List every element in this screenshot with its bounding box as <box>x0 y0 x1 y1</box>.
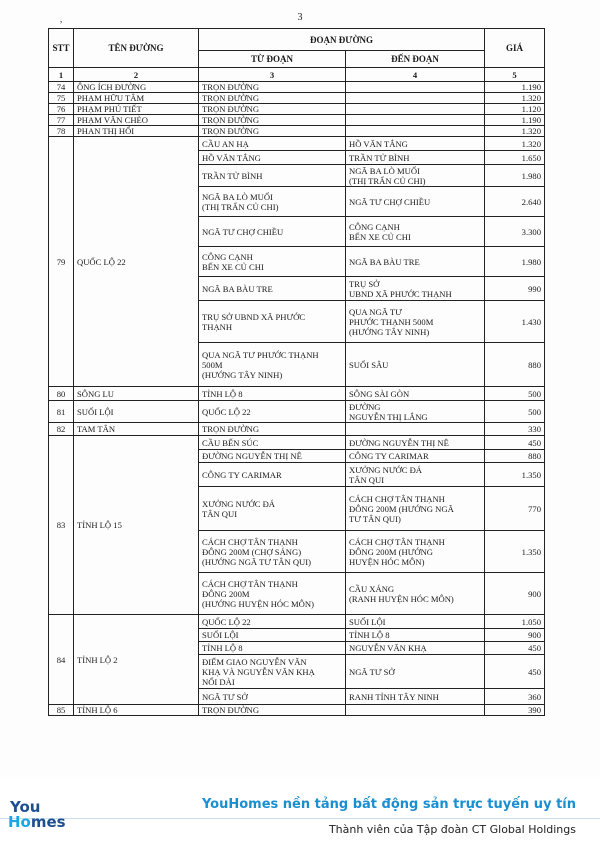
page-number: 3 <box>297 12 303 23</box>
cell-to <box>346 82 485 93</box>
cell-to: CÔNG CẠNH BẾN XE CỦ CHI <box>346 217 485 247</box>
cell-stt: 83 <box>49 436 74 615</box>
cell-to: NGÃ BA BÀU TRE <box>346 247 485 277</box>
cell-to: NGÃ BA LÒ MUỐI (THỊ TRẤN CỦ CHI) <box>346 165 485 187</box>
cell-stt: 76 <box>49 104 74 115</box>
cell-from: TRỌN ĐƯỜNG <box>199 104 346 115</box>
table-row <box>49 126 545 137</box>
header-ten-duong: TÊN ĐƯỜNG <box>74 29 199 68</box>
header-stt: STT <box>49 29 74 68</box>
cell-stt: 81 <box>49 401 74 423</box>
cell-price: 1.190 <box>485 82 545 93</box>
cell-to <box>346 126 485 137</box>
header-tu-doan: TỪ ĐOẠN <box>199 51 346 68</box>
cell-stt: 82 <box>49 423 74 436</box>
cell-street-name: PHẠM VĂN CHÈO <box>74 115 199 126</box>
cell-to <box>346 104 485 115</box>
cell-from: HỒ VĂN TẮNG <box>199 151 346 165</box>
header-gia: GIÁ <box>485 29 545 68</box>
table-row <box>49 436 545 450</box>
cell-to: ĐƯỜNG NGUYỄN THỊ LẮNG <box>346 401 485 423</box>
cell-price: 900 <box>485 573 545 615</box>
cell-stt: 74 <box>49 82 74 93</box>
margin-mark: , <box>60 14 63 24</box>
col-number: 4 <box>346 68 485 82</box>
cell-price: 390 <box>485 705 545 716</box>
cell-price: 330 <box>485 423 545 436</box>
cell-price: 880 <box>485 343 545 387</box>
cell-price: 990 <box>485 277 545 301</box>
cell-price: 900 <box>485 629 545 642</box>
cell-price: 1.190 <box>485 115 545 126</box>
table-row <box>49 423 545 436</box>
cell-price: 1.350 <box>485 463 545 487</box>
cell-from: TỈNH LỘ 8 <box>199 387 346 401</box>
table-body <box>49 82 545 716</box>
cell-to <box>346 423 485 436</box>
cell-from: TRỌN ĐƯỜNG <box>199 126 346 137</box>
logo-homes-a: Ho <box>8 813 31 831</box>
cell-from: NGÃ TƯ CHỢ CHIỀU <box>199 217 346 247</box>
cell-from: ĐIỂM GIAO NGUYỄN VĂN KHẠ VÀ NGUYỄN VĂN KHẠ NỐI DÀI <box>199 655 346 689</box>
cell-price: 1.320 <box>485 126 545 137</box>
cell-from: TRỤ SỞ UBND XÃ PHƯỚC THẠNH <box>199 301 346 343</box>
cell-stt: 79 <box>49 137 74 387</box>
cell-price: 1.980 <box>485 247 545 277</box>
cell-stt: 75 <box>49 93 74 104</box>
cell-stt: 78 <box>49 126 74 137</box>
cell-from: QUA NGÃ TƯ PHƯỚC THẠNH 500M (HƯỚNG TÂY NINH) <box>199 343 346 387</box>
cell-price: 1.980 <box>485 165 545 187</box>
cell-to: HỒ VĂN TẮNG <box>346 137 485 151</box>
cell-price: 2.640 <box>485 187 545 217</box>
cell-street-name: TỈNH LỘ 2 <box>74 615 199 705</box>
cell-street-name: SÔNG LU <box>74 387 199 401</box>
cell-price: 450 <box>485 655 545 689</box>
cell-price: 1.320 <box>485 93 545 104</box>
cell-stt: 80 <box>49 387 74 401</box>
cell-to: XƯỞNG NƯỚC ĐÁ TÂN QUI <box>346 463 485 487</box>
cell-from: CÔNG CẠNH BẾN XE CỦ CHI <box>199 247 346 277</box>
cell-from: XƯỞNG NƯỚC ĐÁ TÂN QUI <box>199 487 346 531</box>
footer-tagline: YouHomes nền tảng bất động sản trực tuyến uy tín <box>201 797 576 812</box>
cell-from: ĐƯỜNG NGUYỄN THỊ NÊ <box>199 450 346 463</box>
cell-to: CÁCH CHỢ TÂN THẠNH ĐÔNG 200M (HƯỚNG HUYỆN HÓC MÔN) <box>346 531 485 573</box>
footer-divider <box>0 818 600 819</box>
cell-from: CÔNG TY CARIMAR <box>199 463 346 487</box>
cell-from: TRỌN ĐƯỜNG <box>199 423 346 436</box>
table-row <box>49 137 545 151</box>
cell-price: 3.300 <box>485 217 545 247</box>
footer-subtitle: Thành viên của Tập đoàn CT Global Holdings <box>328 823 576 836</box>
cell-price: 880 <box>485 450 545 463</box>
cell-to: SUỐI LỘI <box>346 615 485 629</box>
cell-to: NGÃ TƯ CHỢ CHIỀU <box>346 187 485 217</box>
cell-from: CÁCH CHỢ TÂN THẠNH ĐÔNG 200M (CHỢ SÁNG) (HƯỚNG NGÃ TƯ TÂN QUI) <box>199 531 346 573</box>
cell-from: CẦU AN HẠ <box>199 137 346 151</box>
cell-price: 360 <box>485 689 545 705</box>
cell-street-name: PHẠM HỮU TÂM <box>74 93 199 104</box>
cell-from: TỈNH LỘ 8 <box>199 642 346 655</box>
col-number: 5 <box>485 68 545 82</box>
cell-stt: 77 <box>49 115 74 126</box>
table-row <box>49 615 545 629</box>
col-number: 3 <box>199 68 346 82</box>
cell-to <box>346 93 485 104</box>
cell-to: RANH TỈNH TÂY NINH <box>346 689 485 705</box>
cell-price: 500 <box>485 387 545 401</box>
cell-from: TRẦN TỬ BÌNH <box>199 165 346 187</box>
cell-from: CÁCH CHỢ TÂN THẠNH ĐÔNG 200M (HƯỚNG HUYỆN HÓC MÔN) <box>199 573 346 615</box>
cell-to: CẦU XÁNG (RANH HUYỆN HÓC MÔN) <box>346 573 485 615</box>
table-row <box>49 387 545 401</box>
table-row <box>49 93 545 104</box>
table-row <box>49 705 545 716</box>
cell-from: NGÃ BA LÒ MUỐI (THỊ TRẤN CỦ CHI) <box>199 187 346 217</box>
cell-from: NGÃ TƯ SỞ <box>199 689 346 705</box>
cell-price: 1.320 <box>485 137 545 151</box>
cell-to: NGUYỄN VĂN KHẠ <box>346 642 485 655</box>
cell-to: CÁCH CHỢ TÂN THẠNH ĐÔNG 200M (HƯỚNG NGÃ TƯ TÂN QUI) <box>346 487 485 531</box>
col-number: 2 <box>74 68 199 82</box>
cell-from: SUỐI LỘI <box>199 629 346 642</box>
cell-street-name: PHẠM PHÚ TIẾT <box>74 104 199 115</box>
cell-from: TRỌN ĐƯỜNG <box>199 705 346 716</box>
cell-from: TRỌN ĐƯỜNG <box>199 93 346 104</box>
cell-to: QUA NGÃ TƯ PHƯỚC THẠNH 500M (HƯỚNG TÂY NINH) <box>346 301 485 343</box>
header-doan-duong: ĐOẠN ĐƯỜNG <box>199 29 485 51</box>
logo-homes <box>8 813 66 831</box>
cell-street-name: PHAN THỊ HỐI <box>74 126 199 137</box>
cell-price: 1.120 <box>485 104 545 115</box>
cell-from: TRỌN ĐƯỜNG <box>199 82 346 93</box>
cell-stt: 84 <box>49 615 74 705</box>
cell-to: SUỐI SÂU <box>346 343 485 387</box>
cell-to: ĐƯỜNG NGUYỄN THỊ NÊ <box>346 436 485 450</box>
cell-to: CÔNG TY CARIMAR <box>346 450 485 463</box>
cell-to: TỈNH LỘ 8 <box>346 629 485 642</box>
cell-price: 770 <box>485 487 545 531</box>
cell-to: TRỤ SỞ UBND XÃ PHƯỚC THẠNH <box>346 277 485 301</box>
cell-street-name: TỈNH LỘ 15 <box>74 436 199 615</box>
cell-street-name: TỈNH LỘ 6 <box>74 705 199 716</box>
table-row <box>49 115 545 126</box>
cell-to: NGÃ TƯ SỞ <box>346 655 485 689</box>
cell-price: 1.050 <box>485 615 545 629</box>
cell-from: NGÃ BA BÀU TRE <box>199 277 346 301</box>
table-row <box>49 401 545 423</box>
cell-to <box>346 115 485 126</box>
cell-price: 1.430 <box>485 301 545 343</box>
cell-from: CẦU BẾN SÚC <box>199 436 346 450</box>
cell-street-name: SUỐI LỘI <box>74 401 199 423</box>
col-number: 1 <box>49 68 74 82</box>
cell-street-name: QUỐC LỘ 22 <box>74 137 199 387</box>
table-row <box>49 82 545 93</box>
cell-stt: 85 <box>49 705 74 716</box>
cell-price: 1.650 <box>485 151 545 165</box>
cell-price: 500 <box>485 401 545 423</box>
land-price-table <box>48 28 545 716</box>
logo-you: You <box>10 798 41 816</box>
cell-to <box>346 705 485 716</box>
cell-to: TRẦN TỬ BÌNH <box>346 151 485 165</box>
youhomes-logo[interactable] <box>8 798 78 836</box>
header-den-doan: ĐẾN ĐOẠN <box>346 51 485 68</box>
cell-to: SÔNG SÀI GÒN <box>346 387 485 401</box>
table-row <box>49 104 545 115</box>
cell-price: 1.350 <box>485 531 545 573</box>
cell-from: QUỐC LỘ 22 <box>199 615 346 629</box>
cell-from: TRỌN ĐƯỜNG <box>199 115 346 126</box>
cell-from: QUỐC LỘ 22 <box>199 401 346 423</box>
logo-homes-b: mes <box>30 813 66 831</box>
cell-price: 450 <box>485 436 545 450</box>
cell-price: 450 <box>485 642 545 655</box>
cell-street-name: ÔNG ÍCH ĐƯỜNG <box>74 82 199 93</box>
cell-street-name: TAM TÂN <box>74 423 199 436</box>
